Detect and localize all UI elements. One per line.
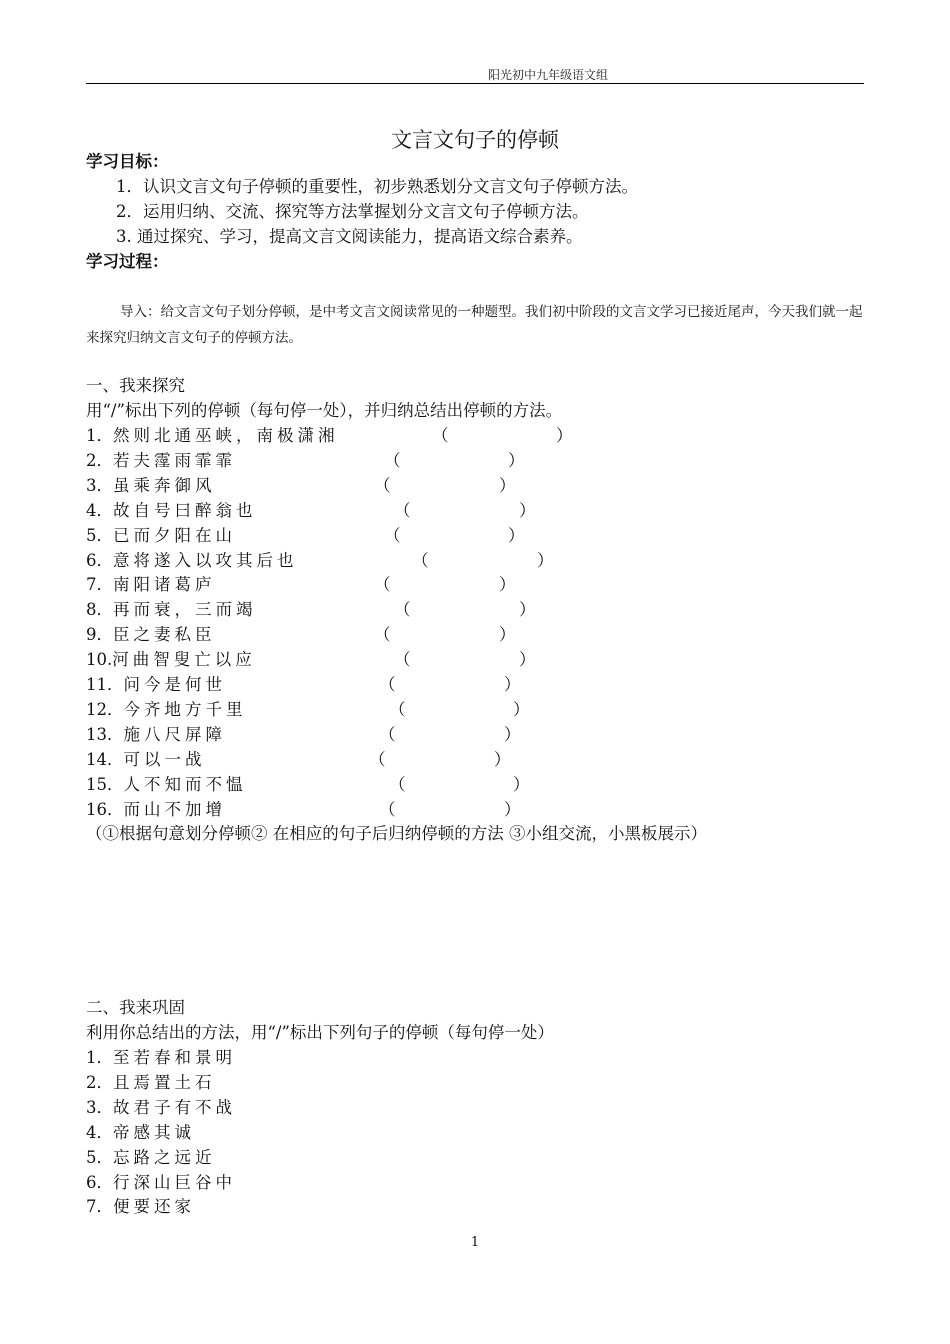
page-number: 1 bbox=[470, 1235, 480, 1250]
exercise-item bbox=[86, 450, 236, 470]
practice-number: 1． bbox=[86, 1048, 113, 1067]
exercise-item bbox=[86, 627, 216, 644]
exercise-number: 4． bbox=[86, 500, 113, 520]
exercise-number: 5． bbox=[86, 525, 113, 545]
exercise-sentence: 故自号曰醉翁也 bbox=[113, 500, 257, 520]
practice-item bbox=[86, 1050, 236, 1067]
exercise-number: 16． bbox=[86, 799, 124, 819]
answer-paren-open: （ bbox=[379, 799, 396, 819]
section1-instruction: 用“/”标出下列的停顿（每句停一处），并归纳总结出停顿的方法。 bbox=[86, 401, 563, 420]
exercise-number: 15． bbox=[86, 774, 124, 794]
answer-paren-open: （ bbox=[389, 774, 406, 794]
answer-paren-close: ） bbox=[499, 475, 516, 495]
practice-sentence: 故君子有不战 bbox=[113, 1097, 236, 1117]
process-heading: 学习过程： bbox=[86, 252, 169, 271]
answer-paren-close: ） bbox=[537, 550, 554, 570]
answer-paren-open: （ bbox=[369, 749, 386, 769]
exercise-item bbox=[86, 525, 236, 545]
exercise-number: 13． bbox=[86, 724, 124, 744]
answer-paren-open: （ bbox=[374, 475, 391, 495]
practice-number: 6． bbox=[86, 1172, 113, 1192]
answer-paren-open: （ bbox=[394, 500, 411, 520]
answer-paren-close: ） bbox=[499, 625, 516, 645]
exercise-item bbox=[86, 699, 247, 719]
exercise-item bbox=[86, 577, 216, 594]
answer-paren-close: ） bbox=[504, 675, 521, 694]
answer-paren-open: （ bbox=[374, 575, 391, 595]
answer-paren-open: （ bbox=[432, 426, 449, 445]
answer-paren-close: ） bbox=[504, 799, 521, 819]
practice-item bbox=[86, 1097, 236, 1117]
exercise-item bbox=[86, 799, 226, 819]
practice-sentence: 忘路之远近 bbox=[113, 1147, 216, 1167]
practice-item bbox=[86, 1147, 216, 1167]
exercise-item bbox=[86, 749, 206, 769]
exercise-item bbox=[86, 550, 298, 570]
exercise-number: 1． bbox=[86, 426, 113, 445]
exercise-item bbox=[86, 475, 216, 495]
answer-paren-close: ） bbox=[508, 525, 525, 545]
answer-paren-close: ） bbox=[519, 600, 536, 620]
practice-sentence: 至若春和景明 bbox=[113, 1048, 236, 1067]
exercise-number: 14． bbox=[86, 749, 124, 769]
section2-heading: 二、我来巩固 bbox=[86, 998, 185, 1017]
exercise-item bbox=[86, 724, 226, 744]
exercise-item bbox=[86, 652, 256, 669]
exercise-sentence: 河曲智叟亡以应 bbox=[112, 650, 256, 670]
practice-item bbox=[86, 1172, 236, 1192]
answer-paren-open: （ bbox=[412, 550, 429, 570]
exercise-item bbox=[86, 428, 339, 445]
practice-item bbox=[86, 1122, 195, 1142]
exercise-sentence: 施八尺屏障 bbox=[123, 724, 226, 744]
answer-paren-open: （ bbox=[384, 525, 401, 545]
answer-paren-close: ） bbox=[504, 724, 521, 744]
exercise-item bbox=[86, 602, 257, 619]
practice-number: 2． bbox=[86, 1072, 113, 1092]
exercise-sentence: 南阳诸葛庐 bbox=[113, 575, 216, 595]
exercise-sentence: 再而衰，三而竭 bbox=[113, 600, 257, 620]
practice-item bbox=[86, 1072, 216, 1092]
answer-paren-open: （ bbox=[389, 699, 406, 719]
intro-paragraph: 导入：给文言文句子划分停顿，是中考文言文阅读常见的一种题型。我们初中阶段的文言文学习已接近尾声，今天我们就一起来探究归纳文言文句子的停顿方法。 bbox=[86, 304, 863, 346]
exercise-sentence: 然则北通巫峡，南极潇湘 bbox=[113, 426, 339, 445]
section1-heading: 一、我来探究 bbox=[86, 376, 185, 395]
exercise-number: 11． bbox=[86, 675, 124, 694]
exercise-item bbox=[86, 774, 247, 794]
exercise-sentence: 意将遂入以攻其后也 bbox=[113, 550, 298, 570]
exercise-sentence: 已而夕阳在山 bbox=[113, 525, 236, 545]
goals-heading: 学习目标： bbox=[86, 152, 169, 171]
exercise-number: 12． bbox=[86, 699, 124, 719]
practice-sentence: 帝感其诚 bbox=[113, 1122, 195, 1142]
practice-sentence: 且焉置土石 bbox=[113, 1072, 216, 1092]
answer-paren-close: ） bbox=[499, 575, 516, 595]
goal-item-2: 2．运用归纳、交流、探究等方法掌握划分文言文句子停顿方法。 bbox=[116, 202, 589, 221]
exercise-sentence: 可以一战 bbox=[123, 749, 206, 769]
section2-instruction: 利用你总结出的方法，用“/”标出下列句子的停顿（每句停一处） bbox=[86, 1023, 554, 1042]
goal-item-1: 1．认识文言文句子停顿的重要性，初步熟悉划分文言文句子停顿方法。 bbox=[116, 177, 638, 196]
practice-number: 7． bbox=[86, 1197, 113, 1217]
answer-paren-open: （ bbox=[394, 600, 411, 620]
exercise-number: 10. bbox=[86, 650, 113, 670]
answer-paren-close: ） bbox=[508, 450, 525, 470]
exercise-sentence: 而山不加增 bbox=[123, 799, 226, 819]
exercise-number: 9． bbox=[86, 625, 113, 645]
answer-paren-close: ） bbox=[513, 699, 530, 719]
practice-item bbox=[86, 1199, 195, 1216]
answer-paren-close: ） bbox=[513, 774, 530, 794]
answer-paren-open: （ bbox=[374, 625, 391, 645]
answer-paren-open: （ bbox=[394, 650, 411, 670]
exercise-sentence: 人不知而不愠 bbox=[123, 774, 247, 794]
exercise-number: 6． bbox=[86, 550, 113, 570]
exercise-number: 8． bbox=[86, 600, 113, 620]
answer-paren-open: （ bbox=[384, 450, 401, 470]
header-rule bbox=[86, 83, 864, 84]
practice-number: 5． bbox=[86, 1147, 113, 1167]
section1-note: （①根据句意划分停顿② 在相应的句子后归纳停顿的方法 ③小组交流，小黑板展示） bbox=[86, 824, 707, 843]
exercise-sentence: 虽乘奔御风 bbox=[113, 475, 216, 495]
exercise-number: 7． bbox=[86, 575, 113, 595]
answer-paren-close: ） bbox=[519, 650, 536, 670]
exercise-item bbox=[86, 677, 226, 694]
answer-paren-close: ） bbox=[494, 749, 511, 769]
goal-item-3: 3. 通过探究、学习，提高文言文阅读能力，提高语文综合素养。 bbox=[116, 227, 583, 246]
header-org: 阳光初中九年级语文组 bbox=[488, 68, 609, 82]
exercise-sentence: 今齐地方千里 bbox=[123, 699, 247, 719]
practice-number: 3． bbox=[86, 1097, 113, 1117]
practice-sentence: 便要还家 bbox=[113, 1197, 195, 1217]
answer-paren-close: ） bbox=[556, 426, 573, 445]
practice-sentence: 行深山巨谷中 bbox=[113, 1172, 236, 1192]
exercise-number: 2． bbox=[86, 450, 113, 470]
exercise-sentence: 臣之妻私臣 bbox=[113, 625, 216, 645]
practice-number: 4． bbox=[86, 1122, 113, 1142]
exercise-sentence: 若夫霪雨霏霏 bbox=[113, 450, 236, 470]
answer-paren-close: ） bbox=[519, 500, 536, 520]
exercise-sentence: 问今是何世 bbox=[123, 675, 226, 694]
answer-paren-open: （ bbox=[379, 724, 396, 744]
answer-paren-open: （ bbox=[379, 675, 396, 694]
exercise-item bbox=[86, 500, 257, 520]
exercise-number: 3． bbox=[86, 475, 113, 495]
page-title: 文言文句子的停顿 bbox=[391, 128, 559, 152]
